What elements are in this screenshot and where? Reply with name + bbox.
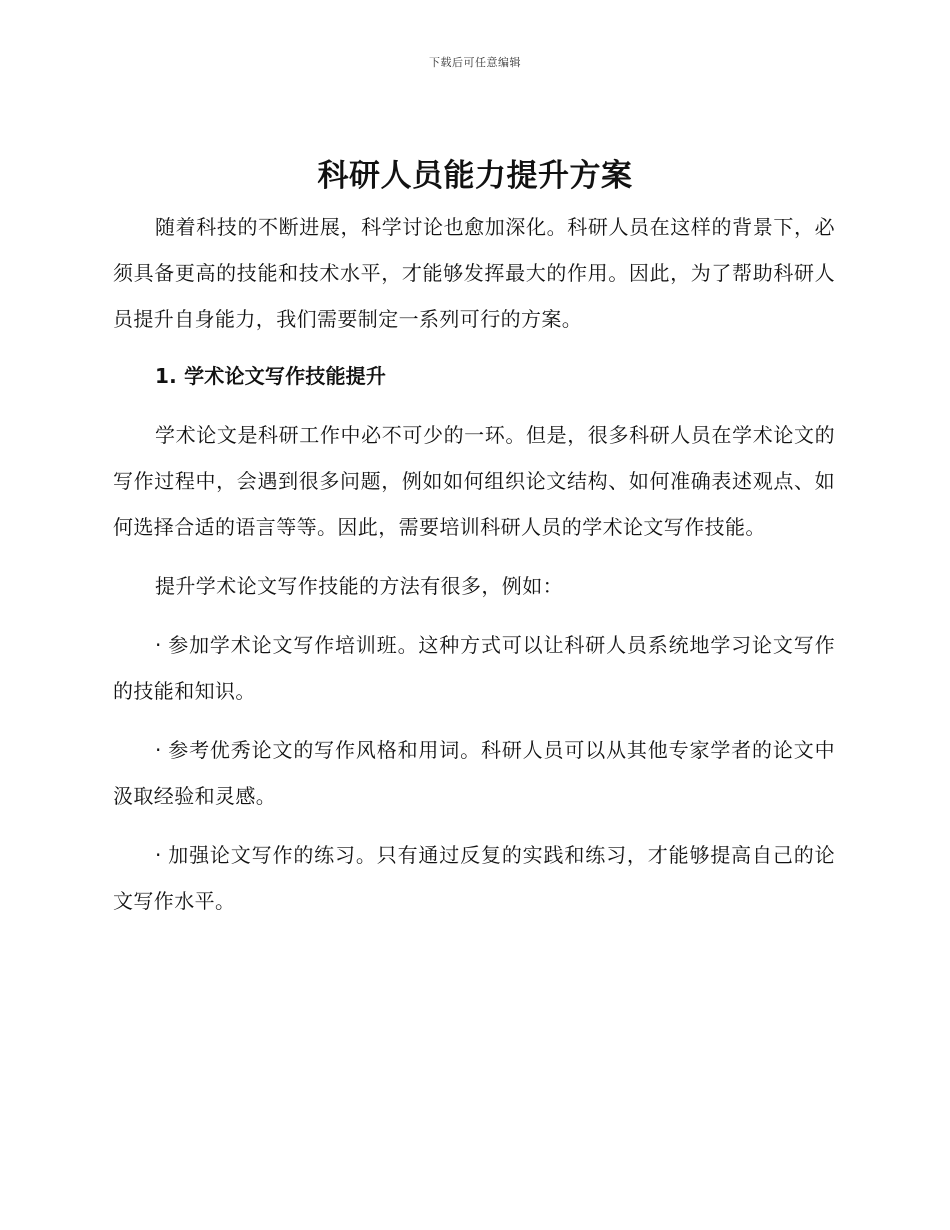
- bullet-item-1: [113, 622, 835, 714]
- bullet-text: 参加学术论文写作培训班。这种方式可以让科研人员系统地学习论文写作的技能和知识。: [113, 633, 835, 703]
- bullet-dot: ·: [155, 843, 162, 867]
- bullet-text: 加强论文写作的练习。只有通过反复的实践和练习，才能够提高自己的论文写作水平。: [113, 843, 835, 913]
- section-1-paragraph-2: 提升学术论文写作技能的方法有很多，例如：: [155, 574, 563, 598]
- bullet-text: 参考优秀论文的写作风格和用词。科研人员可以从其他专家学者的论文中汲取经验和灵感。: [113, 738, 835, 808]
- document-title: 科研人员能力提升方案: [317, 158, 633, 194]
- section-heading-1: 1. 学术论文写作技能提升: [155, 364, 387, 388]
- bullet-item-2: [113, 727, 835, 819]
- bullet-dot: ·: [155, 738, 162, 762]
- bullet-dot: ·: [155, 633, 162, 657]
- document-body: [113, 204, 835, 924]
- header-note: 下载后可任意编辑: [429, 56, 521, 69]
- section-1-paragraph-1: 学术论文是科研工作中必不可少的一环。但是，很多科研人员在学术论文的写作过程中，会遇到很多问题，例如如何组织论文结构、如何准确表述观点、如何选择合适的语言等等。因此，需要培训科研人员的学术论文写作技能。: [113, 423, 835, 539]
- bullet-item-3: [113, 832, 835, 924]
- intro-paragraph: 随着科技的不断进展，科学讨论也愈加深化。科研人员在这样的背景下，必须具备更高的技能和技术水平，才能够发挥最大的作用。因此，为了帮助科研人员提升自身能力，我们需要制定一系列可行的方案。: [113, 215, 835, 331]
